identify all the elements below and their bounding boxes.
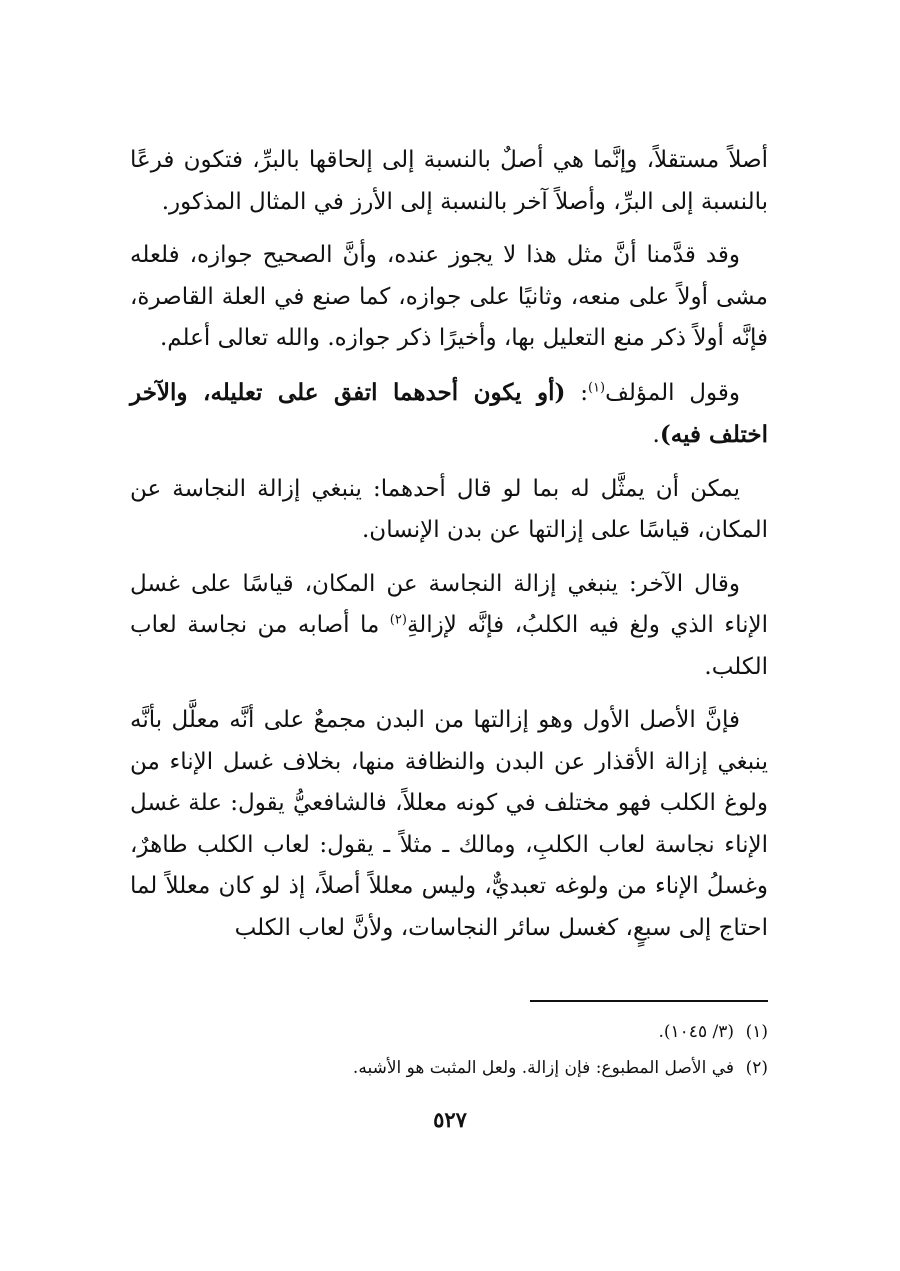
text-run: وقد قدَّمنا أنَّ مثل هذا لا يجوز عنده، وأنَّ الصحيح جوازه، فلعله مشى أولاً على منعه، وثانيًا على جوازه، كما صنع في العلة القاصرة، فإنَّه أولاً ذكر منع التعليل بها، وأخيرًا ذكر جوازه. والله تعالى أعلم. xyxy=(130,242,768,351)
text-run: : xyxy=(565,379,588,406)
paragraph xyxy=(130,700,768,949)
footnote-item xyxy=(130,1050,768,1086)
text-run: وقول المؤلف xyxy=(605,379,740,406)
main-text xyxy=(130,140,768,961)
text-run: وقال الآخر: ينبغي إزالة النجاسة عن المكان، قياسًا على غسل الإناء الذي ولغ فيه الكلبُ، فإنَّه لإزالةِ xyxy=(130,570,768,638)
paragraph xyxy=(130,469,768,552)
footnote-reference: (٢) xyxy=(389,612,407,628)
footnote-item xyxy=(130,1014,768,1050)
quoted-text: (أو يكون أحدهما اتفق على تعليله، والآخر اختلف فيه) xyxy=(130,378,768,448)
text-run: ما أصابه من نجاسة لعاب الكلب. xyxy=(130,612,768,680)
footnote-number: (٢) xyxy=(745,1058,768,1078)
text-run: فإنَّ الأصل الأول وهو إزالتها من البدن مجمعٌ على أنَّه معلَّل بأنَّه ينبغي إزالة الأقذار عن البدن والنظافة منها، بخلاف غسل الإناء من ولوغ الكلب فهو مختلف في كونه معللاً، فالشافعيُّ يقول: علة غسل الإناء نجاسة لعاب الكلبِ، ومالك ـ مثلاً ـ يقول: لعاب الكلب طاهرٌ، وغسلُ الإناء من ولوغه تعبديٌّ، وليس معللاً أصلاً، إذ لو كان معللاً لما احتاج إلى سبعٍ، كغسل سائر النجاسات، ولأنَّ لعاب الكلب xyxy=(130,707,768,941)
paragraph xyxy=(130,372,768,457)
paragraph xyxy=(130,140,768,223)
footnote-number: (١) xyxy=(745,1022,768,1042)
footnote-text: (٣/ ١٠٤٥). xyxy=(658,1022,734,1042)
footnote-separator xyxy=(530,1000,768,1002)
footnotes xyxy=(130,1014,768,1086)
paragraph xyxy=(130,564,768,689)
footnote-reference: (١) xyxy=(587,379,606,395)
page-number: ٥٢٧ xyxy=(433,1107,467,1132)
text-run: . xyxy=(652,422,660,448)
paragraph xyxy=(130,235,768,360)
text-run: يمكن أن يمثَّل له بما لو قال أحدهما: ينبغي إزالة النجاسة عن المكان، قياسًا على إزالتها عن بدن الإنسان. xyxy=(130,475,768,543)
footnote-text: في الأصل المطبوع: فإن إزالة. ولعل المثبت هو الأشبه. xyxy=(352,1058,734,1078)
text-run: أصلاً مستقلاً، وإنَّما هي أصلٌ بالنسبة إلى إلحاقها بالبرِّ، فتكون فرعًا بالنسبة إلى البرِّ، وأصلاً آخر بالنسبة إلى الأرز في المثال المذكور. xyxy=(130,147,768,215)
